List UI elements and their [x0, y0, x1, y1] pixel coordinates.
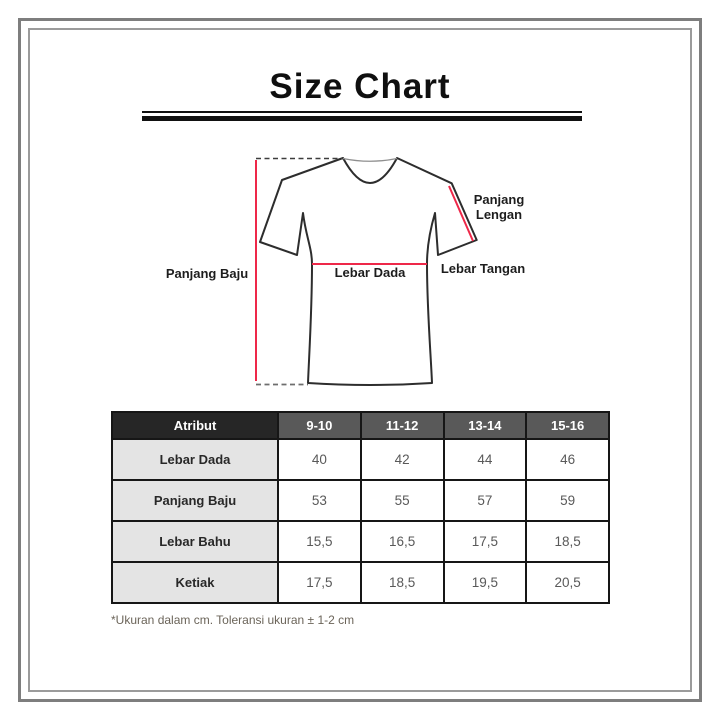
cell-value: 44 — [444, 439, 527, 480]
page-title: Size Chart — [269, 67, 451, 106]
size-table-header-row — [112, 412, 609, 439]
size-tolerance-footnote: *Ukuran dalam cm. Toleransi ukuran ± 1-2 cm — [111, 613, 355, 627]
cell-value: 17,5 — [444, 521, 527, 562]
neckband-line — [343, 159, 397, 162]
title-rule-thin — [142, 111, 582, 113]
cell-value: 46 — [526, 439, 609, 480]
column-header-size-15-16: 15-16 — [526, 412, 609, 439]
cell-value: 18,5 — [526, 521, 609, 562]
size-table — [111, 411, 610, 604]
table-row-panjang-baju — [112, 480, 609, 521]
cell-value: 15,5 — [278, 521, 361, 562]
cell-value: 55 — [361, 480, 444, 521]
row-label: Ketiak — [112, 562, 278, 603]
row-label: Lebar Bahu — [112, 521, 278, 562]
column-header-size-13-14: 13-14 — [444, 412, 527, 439]
column-header-size-11-12: 11-12 — [361, 412, 444, 439]
column-header-size-9-10: 9-10 — [278, 412, 361, 439]
cell-value: 57 — [444, 480, 527, 521]
table-row-lebar-dada — [112, 439, 609, 480]
title-rule-thick — [142, 116, 582, 121]
cell-value: 53 — [278, 480, 361, 521]
lebar-dada-label: Lebar Dada — [334, 265, 406, 280]
row-label: Lebar Dada — [112, 439, 278, 480]
panjang-lengan-label: Panjang Lengan — [473, 192, 525, 222]
table-row-lebar-bahu — [112, 521, 609, 562]
cell-value: 42 — [361, 439, 444, 480]
cell-value: 40 — [278, 439, 361, 480]
panjang-baju-label: Panjang Baju — [165, 266, 249, 281]
cell-value: 17,5 — [278, 562, 361, 603]
table-row-ketiak — [112, 562, 609, 603]
lebar-tangan-label: Lebar Tangan — [440, 261, 526, 276]
cell-value: 19,5 — [444, 562, 527, 603]
column-header-atribut: Atribut — [112, 412, 278, 439]
cell-value: 18,5 — [361, 562, 444, 603]
cell-value: 20,5 — [526, 562, 609, 603]
cell-value: 16,5 — [361, 521, 444, 562]
row-label: Panjang Baju — [112, 480, 278, 521]
cell-value: 59 — [526, 480, 609, 521]
